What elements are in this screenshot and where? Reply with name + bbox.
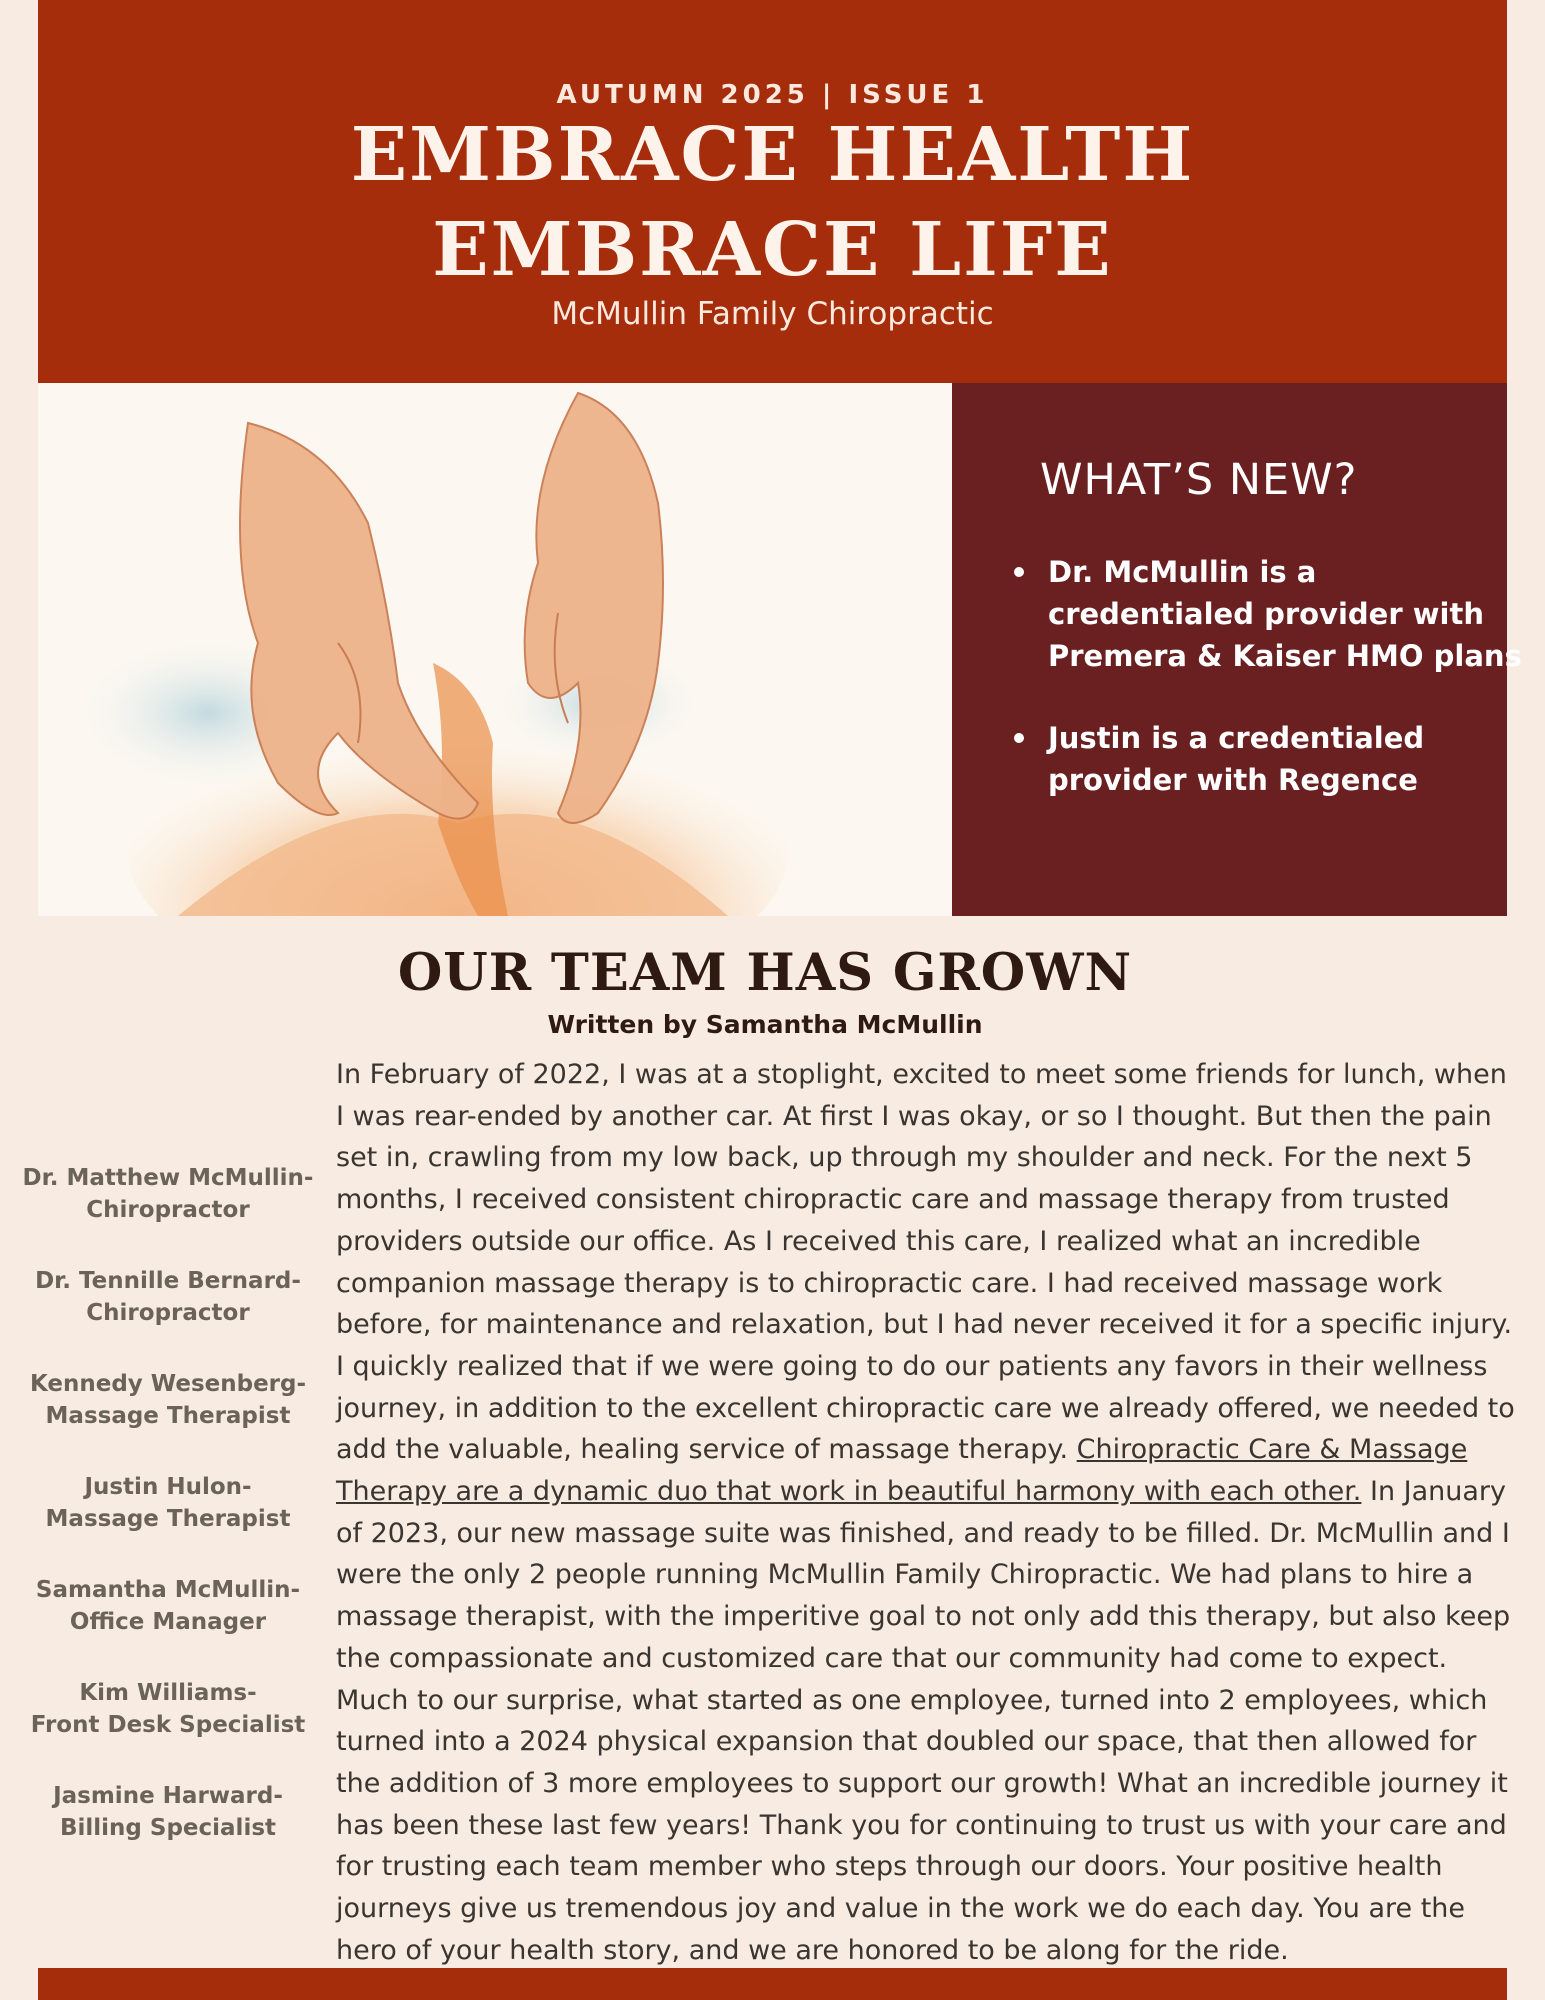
team-member-role: Front Desk Specialist (30, 1712, 306, 1738)
whats-new-list (992, 551, 1528, 841)
team-member-role: Massage Therapist (45, 1506, 291, 1532)
article-title: OUR TEAM HAS GROWN (397, 943, 1133, 1003)
team-member-role: Chiropractor (86, 1300, 250, 1326)
team-member (18, 1471, 318, 1535)
article-body (336, 1054, 1516, 1971)
team-member (18, 1162, 318, 1226)
practice-name: McMullin Family Chiropractic (551, 296, 994, 332)
hero-illustration (38, 383, 952, 916)
team-member-name: Dr. Tennille Bernard- (35, 1268, 301, 1294)
article-emphasis: Chiropractic Care & Massage Therapy are a dynamic duo that work in beautiful harmony with each other. (336, 1434, 1468, 1508)
team-member-name: Samantha McMullin- (35, 1577, 301, 1603)
issue-label: AUTUMN 2025 | ISSUE 1 (556, 80, 989, 110)
whats-new-title: WHAT’S NEW? (1040, 455, 1358, 505)
team-member-name: Kim Williams- (79, 1680, 257, 1706)
article-text-before: In February of 2022, I was at a stoplight, excited to meet some friends for lunch, when I was rear-ended by another car. At first I was okay, or so I thought. But then the pain set in, crawling from my low back, up through my shoulder and neck. For the next 5 months, I received consistent chiropractic care and massage therapy from trusted providers outside our office. As I received this care, I realized what an incredible companion massage therapy is to chiropractic care. I had received massage work before, for maintenance and relaxation, but I had never received it for a specific injury. I quickly realized that if we were going to do our patients any favors in their wellness journey, in addition to the excellent chiropractic care we already offered, we needed to add the valuable, healing service of massage therapy. (336, 1059, 1515, 1466)
article-text-after: In January of 2023, our new massage suite was finished, and ready to be filled. Dr. McMullin and I were the only 2 people running McMullin Family Chiropractic. We had plans to hire a massage therapist, with the imperitive goal to not only add this therapy, but also keep the compassionate and customized care that our community had come to expect. Much to our surprise, what started as one employee, turned into 2 employees, which turned into a 2024 physical expansion that doubled our space, that then allowed for the addition of 3 more employees to support our growth! What an incredible journey it has been these last few years! Thank you for continuing to trust us with your care and for trusting each team member who steps through our doors. Your positive health journeys give us tremendous joy and value in the work we do each day. You are the hero of your health story, and we are honored to be along for the ride. (336, 1476, 1511, 1966)
team-member-role: Massage Therapist (45, 1403, 291, 1429)
newsletter-title-line-2: EMBRACE LIFE (432, 207, 1113, 293)
news-item: Dr. McMullin is a credentialed provider with Premera & Kaiser HMO plans (1048, 551, 1528, 677)
team-list (18, 1162, 318, 1883)
whats-new-panel (952, 383, 1522, 916)
team-member (18, 1265, 318, 1329)
footer-bar (38, 1968, 1507, 2000)
team-member-name: Jasmine Harward- (53, 1783, 283, 1809)
team-member (18, 1368, 318, 1432)
team-member-role: Chiropractor (86, 1197, 250, 1223)
team-member-name: Dr. Matthew McMullin- (22, 1165, 314, 1191)
team-member-name: Kennedy Wesenberg- (29, 1371, 307, 1397)
team-member-role: Office Manager (69, 1609, 267, 1635)
newsletter-title-line-1: EMBRACE HEALTH (350, 112, 1195, 198)
team-member-name: Justin Hulon- (84, 1474, 252, 1500)
masthead (38, 0, 1507, 383)
team-member (18, 1780, 318, 1844)
team-member-role: Billing Specialist (59, 1815, 277, 1841)
article-byline: Written by Samantha McMullin (547, 1010, 983, 1039)
watercolor-hands-image (38, 383, 952, 916)
news-item: Justin is a credentialed provider with Regence (1048, 717, 1528, 801)
team-member (18, 1574, 318, 1638)
team-member (18, 1677, 318, 1741)
